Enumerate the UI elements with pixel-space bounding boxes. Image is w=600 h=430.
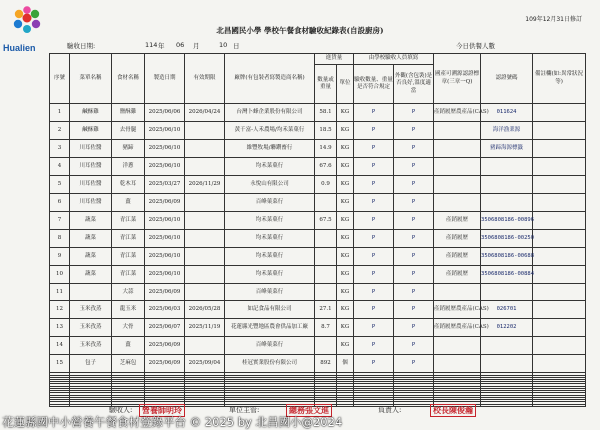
cell-qty: 67.6	[315, 157, 337, 175]
cell-ingredient: 大蒜	[112, 283, 145, 301]
cell-dish: 玉米孜蒸	[70, 301, 112, 319]
cell-check-a: P	[354, 319, 394, 337]
cell-qty: 27.1	[315, 301, 337, 319]
cell-remarks	[533, 104, 586, 122]
cell-ingredient: 去骨腿	[112, 121, 145, 139]
cell-remarks	[533, 175, 586, 193]
table-row	[50, 319, 586, 337]
cell-mfg-date: 2025/06/10	[145, 265, 185, 283]
month-value: 06	[176, 41, 185, 49]
cell-vendor: 均禾菜菓行	[225, 211, 315, 229]
col-cert-no: 認證號碼	[481, 54, 533, 104]
cell-vendor: 桂冠實業股份有限公司	[225, 355, 315, 373]
cell-unit: KG	[337, 121, 354, 139]
cell-qty: 18.5	[315, 121, 337, 139]
cell-dish: 鹹酥雞	[70, 104, 112, 122]
cell-ingredient: 乾木耳	[112, 175, 145, 193]
cell-remarks	[533, 283, 586, 301]
cell-cert	[434, 121, 481, 139]
col-ordered: 進貨量	[315, 54, 354, 65]
col-check-a: 驗收數量、重量是否符合規定	[354, 65, 394, 104]
cell-qty	[315, 247, 337, 265]
table-row	[50, 337, 586, 355]
principal-stamp: 校長陳俊瀚	[430, 404, 476, 417]
cell-cert	[434, 157, 481, 175]
cell-cert: 產銷履歷農產品(CAS)	[434, 319, 481, 337]
cell-exp-date	[185, 139, 225, 157]
col-seq: 序號	[50, 54, 70, 104]
empty-cell	[185, 404, 225, 406]
supervisor-label: 單位主管:	[229, 406, 260, 414]
cell-check-a: P	[354, 104, 394, 122]
cell-qty: 892	[315, 355, 337, 373]
cell-seq: 5	[50, 175, 70, 193]
cell-seq: 8	[50, 229, 70, 247]
cell-check-b: P	[394, 211, 434, 229]
cell-cert	[434, 193, 481, 211]
cell-cert-no	[481, 157, 533, 175]
cell-unit: KG	[337, 157, 354, 175]
day-unit: 日	[233, 42, 240, 50]
cell-qty: 14.9	[315, 139, 337, 157]
revised-date: 109年12月31日修訂	[525, 16, 582, 23]
cell-seq: 15	[50, 355, 70, 373]
cell-dish: 玉米孜蒸	[70, 337, 112, 355]
cell-vendor: 百峰菓菜行	[225, 193, 315, 211]
cell-dish	[70, 283, 112, 301]
cell-check-a: P	[354, 229, 394, 247]
principal-label: 負責人:	[378, 406, 402, 414]
cell-remarks	[533, 229, 586, 247]
cell-mfg-date: 2025/06/03	[145, 301, 185, 319]
col-exp-date: 有效期限	[185, 54, 225, 104]
cell-cert	[434, 139, 481, 157]
cell-vendor: 均禾菜菓行	[225, 157, 315, 175]
cell-check-a: P	[354, 283, 394, 301]
col-vendor: 廠牌(有包裝者寫製造商名稱)	[225, 54, 315, 104]
col-dish: 菜單名稱	[70, 54, 112, 104]
cell-cert	[434, 175, 481, 193]
cell-remarks	[533, 139, 586, 157]
col-unit: 單位	[337, 65, 354, 104]
cell-check-b: P	[394, 104, 434, 122]
col-checked-by: 由學校驗收人員填寫	[354, 54, 434, 65]
cell-dish: 蔬菜	[70, 265, 112, 283]
table-row	[50, 265, 586, 283]
cell-check-a: P	[354, 265, 394, 283]
cell-exp-date	[185, 121, 225, 139]
cell-remarks	[533, 157, 586, 175]
cell-check-b: P	[394, 301, 434, 319]
cell-vendor: 均禾菜菓行	[225, 229, 315, 247]
cell-unit: KG	[337, 319, 354, 337]
cell-check-b: P	[394, 319, 434, 337]
col-cert-label: 國產可溯源認證標章(三章一Q)	[434, 54, 481, 104]
cell-check-a: P	[354, 121, 394, 139]
cell-ingredient: 薑	[112, 193, 145, 211]
col-ingredient: 食材名稱	[112, 54, 145, 104]
cell-vendor: 維豐牧場/聯鑽畜行	[225, 139, 315, 157]
cell-exp-date: 2026/11/29	[185, 175, 225, 193]
cell-seq: 10	[50, 265, 70, 283]
cell-dish: 玉米孜蒸	[70, 319, 112, 337]
table-row	[50, 283, 586, 301]
cell-check-b: P	[394, 175, 434, 193]
cell-vendor: 均禾菜菓行	[225, 247, 315, 265]
cell-cert: 產銷履歷	[434, 265, 481, 283]
cell-qty	[315, 193, 337, 211]
receiver-label: 驗收人:	[109, 406, 133, 414]
cell-seq: 11	[50, 283, 70, 301]
table-row	[50, 355, 586, 373]
supervisor-stamp: 總務張文進	[286, 404, 332, 417]
cell-cert-no: 3506808186-00250	[481, 229, 533, 247]
cell-seq: 13	[50, 319, 70, 337]
cell-mfg-date: 2025/06/09	[145, 355, 185, 373]
table-row	[50, 175, 586, 193]
cell-qty: 58.1	[315, 104, 337, 122]
cell-seq: 4	[50, 157, 70, 175]
cell-exp-date	[185, 337, 225, 355]
cell-check-a: P	[354, 175, 394, 193]
cell-dish: 鹹酥雞	[70, 121, 112, 139]
logo-text: Hualien	[3, 43, 36, 53]
day-value: 10	[219, 41, 228, 49]
cell-exp-date	[185, 247, 225, 265]
cell-dish: 包子	[70, 355, 112, 373]
cell-mfg-date: 2025/03/27	[145, 175, 185, 193]
table-row	[50, 211, 586, 229]
date-label: 驗收日期:	[67, 42, 96, 50]
cell-qty: 8.7	[315, 319, 337, 337]
cell-unit: KG	[337, 193, 354, 211]
cell-ingredient: 龍玉米	[112, 301, 145, 319]
cell-seq: 12	[50, 301, 70, 319]
cell-dish: 川耳佐醬	[70, 175, 112, 193]
cell-check-b: P	[394, 247, 434, 265]
cell-qty: 67.5	[315, 211, 337, 229]
cell-exp-date	[185, 193, 225, 211]
cell-exp-date: 2025/09/04	[185, 355, 225, 373]
cell-cert-no	[481, 355, 533, 373]
inspection-table	[49, 53, 586, 407]
cell-ingredient: 青江菜	[112, 265, 145, 283]
cell-ingredient: 芝麻包	[112, 355, 145, 373]
cell-qty: 0.9	[315, 175, 337, 193]
cell-unit: KG	[337, 247, 354, 265]
month-unit: 月	[193, 42, 200, 50]
cell-dish: 蔬菜	[70, 247, 112, 265]
cell-unit: KG	[337, 229, 354, 247]
cell-dish: 川耳佐醬	[70, 193, 112, 211]
cell-exp-date	[185, 229, 225, 247]
cell-remarks	[533, 211, 586, 229]
cell-vendor: 百峰菓菜行	[225, 283, 315, 301]
cell-unit: KG	[337, 301, 354, 319]
cell-seq: 14	[50, 337, 70, 355]
cell-cert	[434, 283, 481, 301]
cell-seq: 1	[50, 104, 70, 122]
cell-ingredient: 薑	[112, 337, 145, 355]
cell-vendor: 台灣卜蜂企業股份有限公司	[225, 104, 315, 122]
cell-mfg-date: 2025/06/09	[145, 337, 185, 355]
cell-ingredient: 豬蹄	[112, 139, 145, 157]
cell-mfg-date: 2025/06/09	[145, 193, 185, 211]
cell-vendor: 均禾菜菓行	[225, 265, 315, 283]
cell-cert-no: 3506808186-00896	[481, 211, 533, 229]
cell-cert-no: 012202	[481, 319, 533, 337]
cell-check-a: P	[354, 211, 394, 229]
cell-exp-date: 2026/05/28	[185, 301, 225, 319]
col-qty: 數量或重量	[315, 65, 337, 104]
cell-exp-date	[185, 211, 225, 229]
empty-cell	[337, 404, 354, 406]
empty-cell	[533, 404, 586, 406]
table-row	[50, 229, 586, 247]
page-title: 北昌國民小學 學校午餐食材驗收紀錄表(自設廚房)	[216, 26, 384, 35]
table-row	[50, 139, 586, 157]
cell-ingredient: 青江菜	[112, 211, 145, 229]
cell-mfg-date: 2025/06/07	[145, 319, 185, 337]
cell-cert-no	[481, 283, 533, 301]
cell-vendor: 如記食品有限公司	[225, 301, 315, 319]
cell-remarks	[533, 247, 586, 265]
cell-qty	[315, 283, 337, 301]
cell-check-a: P	[354, 247, 394, 265]
cell-check-a: P	[354, 355, 394, 373]
cell-cert: 產銷履歷農產品(CAS)	[434, 301, 481, 319]
cell-cert	[434, 337, 481, 355]
cell-remarks	[533, 121, 586, 139]
cell-check-b: P	[394, 355, 434, 373]
table-row	[50, 247, 586, 265]
table-row	[50, 193, 586, 211]
cell-check-b: P	[394, 283, 434, 301]
cell-ingredient: 大骨	[112, 319, 145, 337]
cell-seq: 3	[50, 139, 70, 157]
cell-cert: 產銷履歷	[434, 247, 481, 265]
cell-dish: 蔬菜	[70, 229, 112, 247]
cell-check-b: P	[394, 265, 434, 283]
cell-cert-no: 3506808186-00884	[481, 265, 533, 283]
cell-check-b: P	[394, 229, 434, 247]
empty-cell	[50, 404, 70, 406]
table-row	[50, 157, 586, 175]
cell-seq: 9	[50, 247, 70, 265]
cell-check-b: P	[394, 139, 434, 157]
cell-cert: 產銷履歷	[434, 229, 481, 247]
cell-dish: 川耳佐醬	[70, 139, 112, 157]
cell-ingredient: 洋蔥	[112, 157, 145, 175]
empty-cell	[481, 404, 533, 406]
meal-count-label: 今日供餐人數	[456, 42, 495, 50]
cell-check-a: P	[354, 337, 394, 355]
table-row	[50, 301, 586, 319]
receiver-stamp: 營養師明玲	[139, 404, 185, 417]
cell-mfg-date: 2025/06/10	[145, 211, 185, 229]
cell-check-a: P	[354, 157, 394, 175]
cell-ingredient: 青江菜	[112, 247, 145, 265]
col-remarks: 備註欄(如:異常狀況等)	[533, 54, 586, 104]
cell-mfg-date: 2025/06/10	[145, 229, 185, 247]
cell-seq: 7	[50, 211, 70, 229]
col-mfg-date: 製造日期	[145, 54, 185, 104]
cell-cert-no	[481, 337, 533, 355]
cell-cert-no: 011624	[481, 104, 533, 122]
year-value: 114	[145, 41, 158, 49]
cell-check-b: P	[394, 157, 434, 175]
cell-check-b: P	[394, 121, 434, 139]
cell-remarks	[533, 265, 586, 283]
cell-check-b: P	[394, 193, 434, 211]
cell-check-a: P	[354, 193, 394, 211]
cell-exp-date: 2026/04/24	[185, 104, 225, 122]
cell-check-b: P	[394, 337, 434, 355]
cell-exp-date	[185, 157, 225, 175]
cell-seq: 2	[50, 121, 70, 139]
cell-vendor: 花蓮縣光豐地區農會供品加工廠	[225, 319, 315, 337]
cell-cert: 產銷履歷	[434, 211, 481, 229]
cell-ingredient: 青江菜	[112, 229, 145, 247]
cell-mfg-date: 2025/06/10	[145, 157, 185, 175]
cell-cert-no: 026701	[481, 301, 533, 319]
cell-remarks	[533, 355, 586, 373]
cell-mfg-date: 2025/06/06	[145, 104, 185, 122]
cell-cert-no	[481, 193, 533, 211]
hualien-logo	[6, 4, 48, 42]
cell-remarks	[533, 319, 586, 337]
cell-unit: KG	[337, 265, 354, 283]
table-row	[50, 121, 586, 139]
cell-remarks	[533, 337, 586, 355]
cell-mfg-date: 2025/06/10	[145, 139, 185, 157]
cell-qty	[315, 229, 337, 247]
cell-cert-no: 3506808186-00688	[481, 247, 533, 265]
cell-ingredient: 鹽酥雞	[112, 104, 145, 122]
cell-vendor: 黃千富-人禾農場/均禾菜菓行	[225, 121, 315, 139]
year-unit: 年	[158, 42, 165, 50]
cell-check-a: P	[354, 301, 394, 319]
cell-unit: KG	[337, 175, 354, 193]
cell-unit: KG	[337, 211, 354, 229]
col-check-b: 外觀(含包裝)是否良好,溫度適當	[394, 65, 434, 104]
cell-check-a: P	[354, 139, 394, 157]
cell-remarks	[533, 301, 586, 319]
cell-mfg-date: 2025/06/10	[145, 247, 185, 265]
platform-watermark: 花蓮縣國中小營養午餐食材登錄平台 © 2025 by 北昌國小@2024	[2, 415, 343, 429]
cell-unit: 個	[337, 355, 354, 373]
cell-cert-no: 海洋漁業源	[481, 121, 533, 139]
cell-cert-no	[481, 175, 533, 193]
cell-qty	[315, 265, 337, 283]
table-row	[50, 104, 586, 122]
cell-mfg-date: 2025/06/09	[145, 283, 185, 301]
cell-unit: KG	[337, 337, 354, 355]
cell-seq: 6	[50, 193, 70, 211]
cell-vendor: 百峰菓菜行	[225, 337, 315, 355]
cell-vendor: 永悅山有限公司	[225, 175, 315, 193]
cell-unit: KG	[337, 139, 354, 157]
cell-qty	[315, 337, 337, 355]
cell-mfg-date: 2025/06/10	[145, 121, 185, 139]
cell-exp-date	[185, 283, 225, 301]
cell-exp-date: 2025/11/19	[185, 319, 225, 337]
cell-cert	[434, 355, 481, 373]
cell-unit: KG	[337, 104, 354, 122]
cell-exp-date	[185, 265, 225, 283]
cell-unit: KG	[337, 283, 354, 301]
cell-dish: 川耳佐醬	[70, 157, 112, 175]
cell-cert-no: 豬蹄海源標籤	[481, 139, 533, 157]
cell-dish: 蔬菜	[70, 211, 112, 229]
empty-cell	[70, 404, 112, 406]
cell-cert: 產銷履歷農產品(CAS)	[434, 104, 481, 122]
cell-remarks	[533, 193, 586, 211]
